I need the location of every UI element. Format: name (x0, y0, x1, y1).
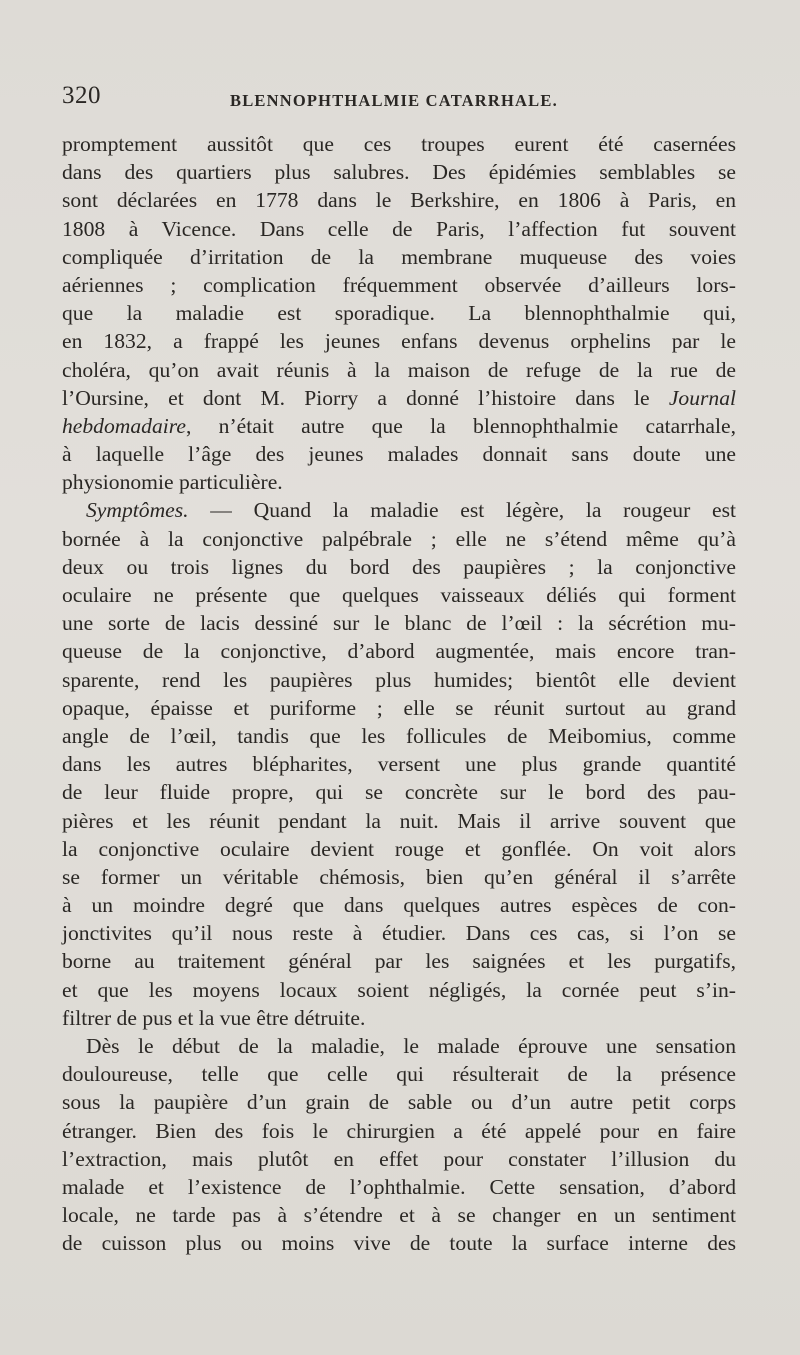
line-text: opaque, épaisse et puriforme ; elle se réunit surtout au grand (62, 695, 736, 720)
text-line (62, 553, 736, 581)
text-line (62, 243, 736, 271)
line-text: compliquée d’irritation de la membrane muqueuse des voies (62, 244, 736, 269)
line-text: dans les autres blépharites, versent une plus grande quantité (62, 752, 736, 777)
text-line (62, 130, 736, 158)
text-line (62, 496, 736, 524)
text-line (62, 666, 736, 694)
text-line (62, 947, 736, 975)
running-head: BLENNOPHTHALMIE CATARRHALE. (230, 91, 558, 110)
line-text: promptement aussitôt que ces troupes eurent été casernées (62, 132, 736, 156)
text-line (62, 1173, 736, 1201)
page-header (62, 82, 742, 122)
text-line (62, 468, 736, 496)
text-line (62, 581, 736, 609)
text-line (62, 327, 736, 355)
line-text: bornée à la conjonctive palpébrale ; elle ne s’étend même qu’à (62, 526, 736, 551)
text-line (62, 1229, 736, 1257)
italic-text: Symptômes. (86, 498, 189, 523)
line-text: angle de l’œil, tandis que les follicules de Meibomius, comme (62, 723, 736, 748)
line-text: de leur fluide propre, qui se concrète sur le bord des pau- (62, 780, 736, 805)
text-line (62, 750, 736, 778)
line-text: malade et l’existence de l’ophthalmie. Cette sensation, d’abord (62, 1174, 736, 1199)
line-text: filtrer de pus et la vue être détruite. (62, 1005, 366, 1030)
line-text: dans des quartiers plus salubres. Des épidémies semblables se (62, 160, 736, 185)
text-line (62, 863, 736, 891)
line-text: pières et les réunit pendant la nuit. Mais il arrive souvent que (62, 808, 736, 833)
text-line (62, 215, 736, 243)
text-line (62, 919, 736, 947)
text-line (62, 271, 736, 299)
text-line (62, 1060, 736, 1088)
italic-text: Journal (668, 385, 736, 410)
text-line (62, 186, 736, 214)
line-text: borne au traitement général par les saignées et les purgatifs, (62, 949, 736, 974)
line-text: sont déclarées en 1778 dans le Berkshire, en 1806 à Paris, en (62, 188, 736, 213)
line-text: et que les moyens locaux soient négligés, la cornée peut s’in- (62, 977, 736, 1002)
page-number: 320 (62, 82, 101, 109)
text-line (62, 637, 736, 665)
line-text: étranger. Bien des fois le chirurgien a été appelé pour en faire (62, 1118, 736, 1143)
line-text: à un moindre degré que dans quelques autres espèces de con- (62, 893, 736, 918)
text-line (62, 722, 736, 750)
text-line (62, 1201, 736, 1229)
text-line (62, 1088, 736, 1116)
text-line (62, 1117, 736, 1145)
line-text: en 1832, a frappé les jeunes enfans devenus orphelins par le (62, 329, 736, 354)
text-line (62, 299, 736, 327)
body-text (62, 130, 736, 1258)
line-text: , n’était autre que la blennophthalmie catarrhale, (185, 413, 736, 438)
text-line (62, 412, 736, 440)
text-line (62, 356, 736, 384)
line-text: jonctivites qu’il nous reste à étudier. Dans ces cas, si l’on se (62, 921, 736, 946)
line-text: — Quand la maladie est légère, la rougeur est (188, 498, 736, 523)
line-text: l’extraction, mais plutôt en effet pour constater l’illusion du (62, 1146, 736, 1171)
text-line (62, 440, 736, 468)
line-text: choléra, qu’on avait réunis à la maison de refuge de la rue de (62, 357, 736, 382)
text-line (62, 609, 736, 637)
line-text: deux ou trois lignes du bord des paupières ; la conjonctive (62, 554, 736, 579)
line-text: sous la paupière d’un grain de sable ou d’un autre petit corps (62, 1090, 736, 1115)
text-line (62, 158, 736, 186)
line-text: sparente, rend les paupières plus humides; bientôt elle devient (62, 667, 736, 692)
line-text: une sorte de lacis dessiné sur le blanc de l’œil : la sécrétion mu- (62, 611, 736, 636)
line-text: l’Oursine, et dont M. Piorry a donné l’histoire dans le (62, 385, 650, 410)
text-line (62, 384, 736, 412)
line-text: se former un véritable chémosis, bien qu’en général il s’arrête (62, 864, 736, 889)
text-line (62, 694, 736, 722)
text-line (62, 1145, 736, 1173)
line-text: aériennes ; complication fréquemment observée d’ailleurs lors- (62, 272, 736, 297)
text-line (62, 778, 736, 806)
text-line (62, 1032, 736, 1060)
text-line (62, 1004, 736, 1032)
line-text: à laquelle l’âge des jeunes malades donnait sans doute une (62, 442, 736, 467)
line-text: Dès le début de la maladie, le malade éprouve une sensation (86, 1034, 736, 1058)
line-text: 1808 à Vicence. Dans celle de Paris, l’affection fut souvent (62, 216, 736, 241)
line-text: queuse de la conjonctive, d’abord augmentée, mais encore tran- (62, 639, 736, 664)
line-text: de cuisson plus ou moins vive de toute la surface interne des (62, 1231, 736, 1256)
text-line (62, 525, 736, 553)
text-line (62, 891, 736, 919)
line-text: que la maladie est sporadique. La blennophthalmie qui, (62, 301, 736, 326)
line-text: douloureuse, telle que celle qui résulterait de la présence (62, 1062, 736, 1087)
text-line (62, 976, 736, 1004)
italic-text: hebdomadaire (62, 413, 186, 438)
line-text: oculaire ne présente que quelques vaisseaux déliés qui forment (62, 583, 736, 607)
line-text: la conjonctive oculaire devient rouge et gonflée. On voit alors (62, 836, 736, 861)
text-line (62, 835, 736, 863)
line-text: locale, ne tarde pas à s’étendre et à se changer en un sentiment (62, 1203, 736, 1228)
text-line (62, 807, 736, 835)
line-text: physionomie particulière. (62, 470, 283, 495)
